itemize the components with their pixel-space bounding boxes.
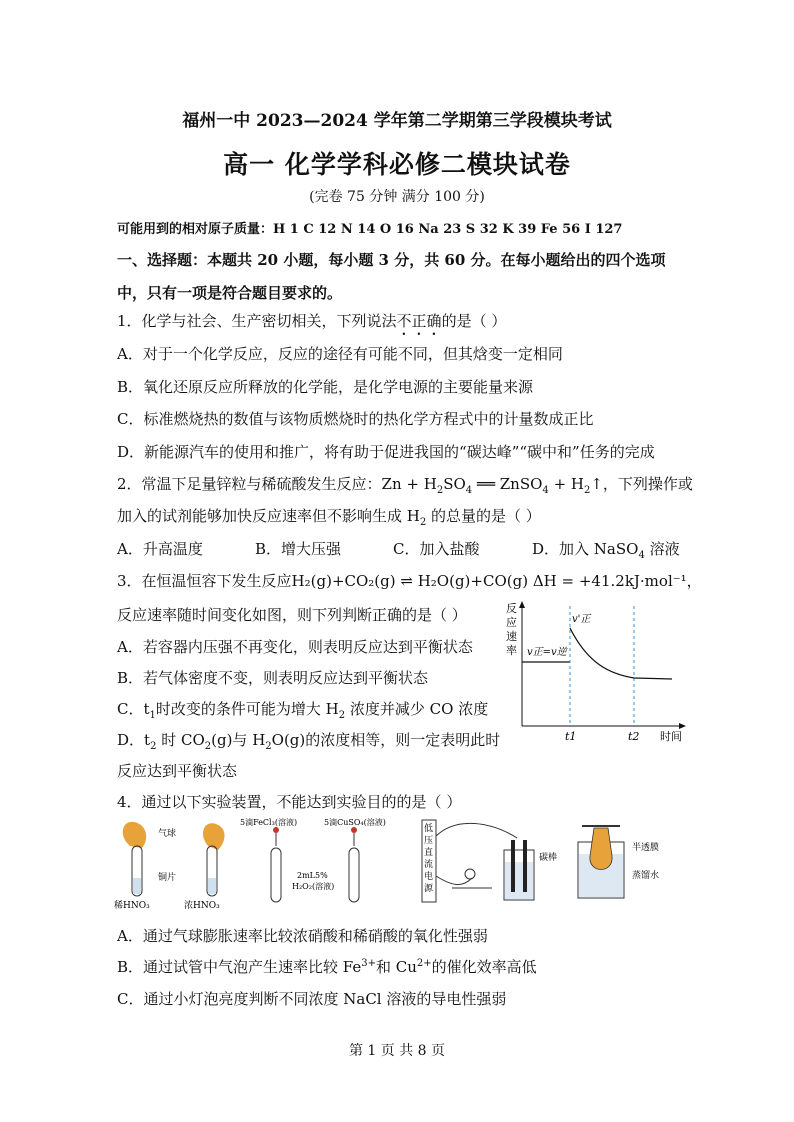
ylabel-3: 速 [506, 630, 517, 643]
q2-stem-line1 [117, 473, 693, 496]
apparatus-dialysis [578, 826, 659, 898]
exam-title: 福州一中 2023—2024 学年第二学期第三学段模块考试 [182, 111, 612, 131]
sub: 4 [465, 485, 473, 496]
power-6: 源 [424, 884, 434, 894]
q3-stem-line2: 反应速率随时间变化如图，则下列判断正确的是（ ） [117, 606, 467, 624]
q2-text: SO [443, 475, 466, 493]
apparatus-balloons [114, 822, 225, 911]
eq-label: v正=v逆 [527, 647, 567, 658]
q1-option-b: B．氧化还原反应所释放的化学能，是化学电源的主要能量来源 [117, 378, 534, 396]
water-label: 蒸馏水 [632, 871, 660, 881]
q3-text: O(g)的浓度相等，则一定表明此时 [271, 731, 501, 749]
power-1: 低 [424, 824, 434, 834]
q4-apparatus-figure [112, 816, 672, 916]
power-5: 电 [424, 872, 434, 882]
carbon-rod-right [523, 840, 527, 892]
cuso4-label: 5滴CuSO₄(溶液) [324, 818, 386, 827]
sub: 2 [150, 741, 157, 752]
ylabel-1: 反 [506, 602, 517, 615]
t1-label: t1 [565, 730, 577, 743]
sub: 4 [542, 485, 549, 496]
q2-option-d [532, 538, 680, 561]
apparatus-circuit [422, 820, 557, 902]
atomic-masses: 可能用到的相对原子质量：H 1 C 12 N 14 O 16 Na 23 S 32 K 39 Fe 56 I 127 [117, 222, 623, 237]
tube-h2o2-left [271, 848, 281, 902]
dropper-bulb-left [273, 827, 279, 833]
q3-text: 浓度并减少 CO 浓度 [345, 700, 489, 718]
q3-text: 时改变的条件可能为增大 H [155, 700, 339, 718]
q2-option-c: C．加入盐酸 [393, 540, 480, 558]
balloon-left [123, 822, 146, 848]
q4-option-c: C．通过小灯泡亮度判断不同浓度 NaCl 溶液的导电性强弱 [117, 990, 507, 1008]
membrane-bag [590, 828, 612, 870]
q2-text: ══ ZnSO [472, 475, 543, 493]
copper-label: 铜片 [158, 873, 177, 883]
q3-stem-line1 [117, 570, 702, 591]
q2-text: ↑，下列操作或 [590, 475, 693, 493]
q2-text: 加入的试剂能够加快反应速率但不影响生成 H [117, 507, 420, 525]
conc-label: 浓HNO₃ [184, 901, 220, 911]
ylabel-4: 率 [506, 644, 517, 657]
power-2: 压 [424, 836, 434, 846]
q1-option-c: C．标准燃烧热的数值与该物质燃烧时的热化学方程式中的计量数成正比 [117, 410, 594, 428]
q1-stem-post: 的是（ ） [441, 312, 507, 330]
lamp-icon [465, 869, 475, 879]
q1-stem-pre: 1．化学与社会、生产密切相关，下列说法 [117, 312, 397, 330]
carbon-label: 碳棒 [539, 853, 558, 863]
q3-option-b: B．若气体密度不变，则表明反应达到平衡状态 [117, 669, 429, 687]
membrane-label: 半透膜 [632, 843, 660, 853]
q3-text: 时 CO [156, 731, 205, 749]
xlabel: 时间 [660, 730, 682, 743]
power-3: 直 [424, 848, 434, 858]
q2-stem-line2 [117, 505, 541, 528]
q4-text: B．通过试管中气泡产生速率比较 Fe [117, 958, 362, 976]
sub: 2 [419, 517, 427, 528]
q2-text: 2．常温下足量锌粒与稀硫酸发生反应：Zn + H [117, 475, 437, 493]
t2-label: t2 [628, 730, 640, 743]
q4-text: 的催化效率高低 [431, 958, 537, 976]
q1-option-d: D．新能源汽车的使用和推广，将有助于促进我国的“碳达峰”“碳中和”任务的完成 [117, 443, 655, 461]
q1-stem [117, 310, 506, 339]
h2o2-label-b: H₂O₂(溶液) [292, 882, 335, 891]
h2o2-label-a: 2mL5% [297, 871, 328, 880]
q2-text: 的总量的是（ ） [426, 507, 541, 525]
q3-text: 3．在恒温恒容下发生反应 [117, 572, 292, 590]
apparatus-droppers [240, 817, 386, 902]
q3-text: D．t [117, 731, 151, 749]
x-axis-arrow [679, 723, 686, 729]
q2-option-a: A．升高温度 [117, 540, 203, 558]
carbon-rod-left [511, 840, 515, 892]
sub: 2 [583, 485, 591, 496]
sub: 2 [436, 485, 444, 496]
dropper-bulb-right [351, 827, 357, 833]
ylabel-2: 应 [506, 616, 517, 629]
sub: 2 [204, 741, 212, 752]
exam-subtitle: 高一 化学学科必修二模块试卷 [223, 150, 571, 179]
q4-option-a: A．通过气球膨胀速率比较浓硝酸和稀硝酸的氧化性强弱 [117, 927, 488, 945]
q1-stem-emphasis: 不正确 [396, 312, 442, 330]
q2-option-b: B．增大压强 [255, 540, 342, 558]
q3-option-d [117, 729, 500, 752]
sub: 2 [265, 741, 272, 752]
q4-stem: 4．通过以下实验装置，不能达到实验目的的是（ ） [117, 793, 462, 811]
vprime-label: v'正 [572, 614, 591, 625]
dilute-label: 稀HNO₃ [114, 901, 150, 911]
wire-top [436, 823, 517, 838]
page-footer: 第 1 页 共 8 页 [348, 1043, 446, 1059]
balloon-label: 气球 [158, 829, 177, 839]
sub: 1 [149, 710, 156, 721]
exam-info: (完卷 75 分钟 满分 100 分) [309, 189, 485, 205]
liquid-left [133, 878, 141, 894]
q3-option-a: A．若容器内压强不再变化，则表明反应达到平衡状态 [117, 638, 473, 656]
sup: 3+ [361, 958, 377, 969]
y-axis-arrow [519, 601, 525, 608]
q1-option-a: A．对于一个化学反应，反应的途径有可能不同，但其焓变一定相同 [117, 345, 563, 363]
q2-text: 溶液 [644, 540, 680, 558]
q3-text: C．t [117, 700, 150, 718]
q2-text: + H [548, 475, 584, 493]
rate-time-graph [500, 598, 690, 758]
q2-text: D．加入 NaSO [532, 540, 639, 558]
q4-text: 和 Cu [376, 958, 417, 976]
section1-line1: 一、选择题：本题共 20 小题，每小题 3 分，共 60 分。在每小题给出的四个选项 [117, 251, 666, 269]
liquid-right [208, 878, 216, 894]
q3-option-c [117, 698, 488, 721]
power-4: 流 [424, 860, 434, 870]
fecl3-label: 5滴FeCl₃(溶液) [240, 818, 298, 827]
q3-option-d-cont: 反应达到平衡状态 [117, 762, 238, 780]
rate-curve [570, 628, 672, 679]
sub: 2 [338, 710, 346, 721]
sub: 4 [638, 550, 645, 561]
electrolyte [505, 862, 533, 899]
q4-option-b [117, 956, 537, 977]
section1-line2: 中，只有一项是符合题目要求的。 [117, 284, 343, 302]
tube-h2o2-right [349, 848, 359, 902]
q3-text: (g)与 H [211, 731, 266, 749]
q3-equation: H₂(g)+CO₂(g) ⇌ H₂O(g)+CO(g) ΔH = +41.2kJ·mol⁻¹， [291, 572, 702, 590]
sup: 2+ [416, 958, 432, 969]
